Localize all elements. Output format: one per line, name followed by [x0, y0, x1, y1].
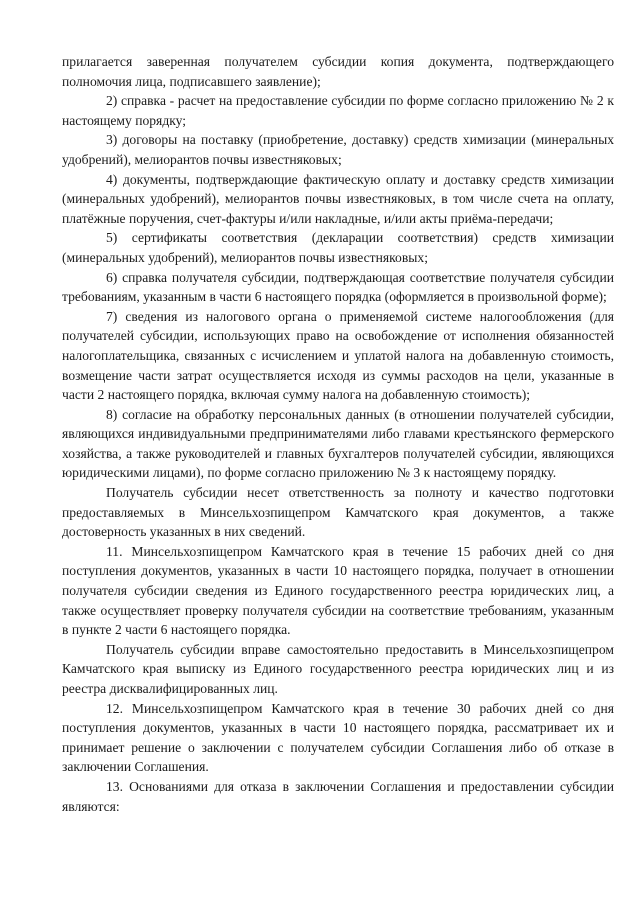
paragraph-item-7: 7) сведения из налогового органа о применяемой системе налогообложения (для получателей субсидии, использующих право на освобождение от исполнения обязанностей налогоплательщика, связанных с исчислением и уплатой налога на добавленную стоимость, возмещение части затрат осуществляется исходя из суммы расходов на цели, указанные в части 2 настоящего порядка, включая сумму налога на добавленную стоимость); — [62, 308, 614, 403]
paragraph-continuation: прилагается заверенная получателем субсидии копия документа, подтверждающего полномочия лица, подписавшего заявление); — [62, 54, 614, 89]
paragraph-right-to-submit: Получатель субсидии вправе самостоятельно предоставить в Минсельхозпищепром Камчатского края выписку из Единого государственного реестра юридических лиц и из реестра дисквалифицированных лиц. — [62, 641, 614, 696]
paragraph-item-4: 4) документы, подтверждающие фактическую оплату и доставку средств химизации (минеральных удобрений), мелиорантов почвы известняковых, в том числе счета на оплату, платёжные поручения, счет-фактуры и/или накладные, и/или акты приёма-передачи; — [62, 171, 614, 226]
document-body — [62, 52, 614, 816]
paragraph-item-2: 2) справка - расчет на предоставление субсидии по форме согласно приложению № 2 к настоящему порядку; — [62, 93, 614, 128]
paragraph-section-11: 11. Минсельхозпищепром Камчатского края в течение 15 рабочих дней со дня поступления документов, указанных в части 10 настоящего порядка, получает в отношении получателя субсидии сведения из Единого государственного реестра юридических лиц, а также осуществляет проверку получателя субсидии на соответствие требованиям, указанным в пункте 2 части 6 настоящего порядка. — [62, 543, 614, 638]
paragraph-section-13: 13. Основаниями для отказа в заключении Соглашения и предоставлении субсидии являются: — [62, 778, 614, 814]
paragraph-item-6: 6) справка получателя субсидии, подтверждающая соответствие получателя субсидии требованиям, указанным в части 6 настоящего порядка (оформляется в произвольной форме); — [62, 269, 614, 305]
paragraph-item-8: 8) согласие на обработку персональных данных (в отношении получателей субсидии, являющихся индивидуальными предпринимателями либо главами крестьянского фермерского хозяйства, а также руководителей и главных бухгалтеров получателей субсидии, являющихся юридическими лицами), по форме согласно приложению № 3 к настоящему порядку. — [62, 406, 614, 481]
paragraph-item-3: 3) договоры на поставку (приобретение, доставку) средств химизации (минеральных удобрений), мелиорантов почвы известняковых; — [62, 132, 614, 167]
paragraph-item-5: 5) сертификаты соответствия (декларации соответствия) средств химизации (минеральных удобрений), мелиорантов почвы известняковых; — [62, 230, 614, 265]
paragraph-responsibility: Получатель субсидии несет ответственность за полноту и качество подготовки предоставляемых в Минсельхозпищепром Камчатского края документов, а также достоверность указанных в них сведений. — [62, 485, 614, 540]
paragraph-section-12: 12. Минсельхозпищепром Камчатского края в течение 30 рабочих дней со дня поступления документов, указанных в части 10 настоящего порядка, рассматривает их и принимает решение о заключении с получателем субсидии Соглашения либо об отказе в заключении Соглашения. — [62, 700, 614, 775]
